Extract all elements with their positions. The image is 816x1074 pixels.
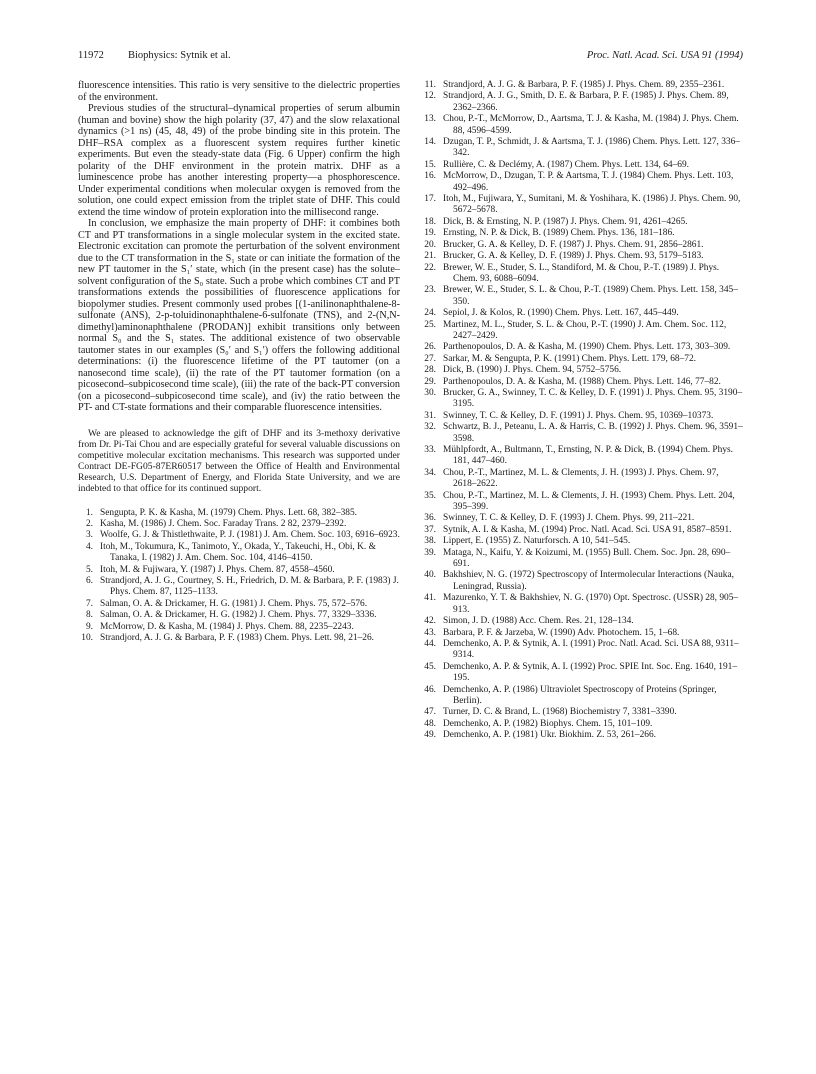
reference-text: Strandjord, A. J. G., Smith, D. E. & Barbara, P. F. (1985) J. Phys. Chem. 89, 2362–2366.: [443, 91, 729, 113]
reference-number: 2.: [85, 518, 93, 529]
journal-citation: Proc. Natl. Acad. Sci. USA 91 (1994): [586, 50, 743, 61]
reference-text: Barbara, P. F. & Jarzeba, W. (1990) Adv. Photochem. 15, 1–68.: [443, 627, 680, 638]
reference-text: Brucker, G. A. & Kelley, D. F. (1989) J. Phys. Chem. 93, 5179–5183.: [443, 251, 704, 262]
reference-text: Turner, D. C. & Brand, L. (1968) Biochemistry 7, 3381–3390.: [443, 707, 677, 718]
reference-item: [78, 508, 400, 519]
reference-item: [421, 342, 743, 353]
reference-number: 16.: [424, 171, 436, 182]
reference-number: 26.: [424, 342, 436, 353]
reference-text: Lippert, E. (1955) Z. Naturforsch. A 10, 541–545.: [443, 536, 631, 547]
reference-item: [421, 251, 743, 262]
reference-text: Demchenko, A. P. (1982) Biophys. Chem. 15, 101–109.: [443, 718, 653, 729]
reference-number: 21.: [424, 251, 436, 262]
reference-item: [78, 542, 400, 565]
reference-item: [78, 599, 400, 610]
reference-item: [421, 217, 743, 228]
reference-number: 9.: [85, 621, 93, 632]
reference-number: 18.: [424, 216, 436, 227]
reference-number: 44.: [424, 638, 436, 649]
reference-number: 5.: [85, 564, 93, 575]
reference-text: Martinez, M. L., Studer, S. L. & Chou, P.-T. (1990) J. Am. Chem. Soc. 112, 2427–2429.: [443, 319, 727, 341]
reference-text: Itoh, M., Tokumura, K., Tanimoto, Y., Okada, Y., Takeuchi, H., Obi, K. & Tanaka, I. (1982) J. Am. Chem. Soc. 104, 4146–4150.: [100, 541, 376, 564]
reference-number: 37.: [424, 524, 436, 535]
reference-item: [421, 685, 743, 708]
reference-text: McMorrow, D. & Kasha, M. (1984) J. Phys. Chem. 88, 2235–2243.: [100, 621, 354, 632]
reference-item: [421, 263, 743, 286]
reference-number: 36.: [424, 513, 436, 524]
reference-number: 15.: [424, 159, 436, 170]
reference-item: [421, 308, 743, 319]
reference-item: [421, 388, 743, 411]
page-header: [78, 50, 743, 66]
reference-number: 6.: [85, 575, 93, 586]
reference-number: 30.: [424, 387, 436, 398]
reference-number: 47.: [424, 707, 436, 718]
reference-item: [78, 610, 400, 621]
reference-item: [421, 445, 743, 468]
reference-text: Brewer, W. E., Studer, S. L. & Chou, P.-T. (1989) Chem. Phys. Lett. 158, 345–350.: [443, 285, 738, 307]
reference-text: Strandjord, A. J. G., Courtney, S. H., Friedrich, D. M. & Barbara, P. F. (1983) J. Phys. Chem. 87, 1125–1133.: [100, 575, 399, 598]
reference-item: [421, 365, 743, 376]
reference-number: 11.: [424, 80, 436, 90]
reference-item: [78, 576, 400, 599]
reference-text: Dick, B. & Ernsting, N. P. (1987) J. Phys. Chem. 91, 4261–4265.: [443, 216, 688, 227]
reference-item: [421, 468, 743, 491]
reference-text: Chou, P.-T., Martinez, M. L. & Clements, J. H. (1993) Chem. Phys. Lett. 204, 395–399.: [443, 490, 735, 513]
left-column: [78, 80, 400, 644]
reference-text: Itoh, M. & Fujiwara, Y. (1987) J. Phys. Chem. 87, 4558–4560.: [100, 564, 335, 575]
body-paragraph-3: In conclusion, we emphasize the main property of DHF: it combines both CT and PT transformations in a single molecular system in the excited state. Electronic excitation can promote the perturbation of the solvent environment due to the CT transformation in the S₁ state or can initiate the formation of the new PT tautomer in the S₁′ state, which (in the present case) has the solute–solvent configuration of the S₀ state. Such a probe which combines CT and PT transformations extends the possibilities of fluorescence applications for biopolymer studies. Present commonly used probes [(1-anilinonaphthalene-8-sulfonate (ANS), 2-p-toluidinonaphthalene-6-sulfonate (TNS), and 2-(N,N-dimethyl)aminonaphthalene (PRODAN)] exhibit transitions only between normal S₀ and the S₁ states. The additional existence of two observable tautomer states in our examples (S₀′ and S₁′) offers the following additional determinations: (i) the fluorescence lifetime of the PT tautomer (on a nanosecond time scale), (ii) the rate of the PT tautomer formation (on a picosecond–subpicosecond time scale), (iii) the rate of the back-PT conversion (on a picosecond–subpicosecond time scale), and (iv) the ratio between the PT- and CT-state formations and their comparable fluorescence intensities.: [78, 218, 400, 413]
reference-number: 35.: [424, 490, 436, 501]
reference-item: [421, 616, 743, 627]
reference-number: 49.: [424, 730, 436, 741]
reference-number: 1.: [85, 507, 93, 518]
reference-number: 28.: [424, 365, 436, 376]
reference-text: Dick, B. (1990) J. Phys. Chem. 94, 5752–5756.: [443, 365, 622, 376]
reference-text: Sepiol, J. & Kolos, R. (1990) Chem. Phys. Lett. 167, 445–449.: [443, 308, 679, 319]
page-number: 11972: [78, 50, 104, 61]
reference-item: [421, 719, 743, 730]
reference-number: 34.: [424, 467, 436, 478]
reference-text: Chou, P.-T., McMorrow, D., Aartsma, T. J. & Kasha, M. (1984) J. Phys. Chem. 88, 4596–4599.: [443, 114, 739, 136]
body-paragraph-2: Previous studies of the structural–dynamical properties of serum albumin (human and bovine) show the high polarity (37, 47) and the slow relaxational dynamics (>1 ns) (45, 48, 49) of the probe binding site in this protein. The DHF–RSA complex as a fluorescent system requires further kinetic experiments. But even the steady-state data (Fig. 6 Upper) confirm the high polarity of the DHF environment in the protein matrix. DHF as a luminescence probe has another interesting property—a phosphorescence. Under experimental conditions when molecular oxygen is removed from the solution, one could expect emission from the triplet state of DHF. This could extend the time window of protein exploration into the millisecond range.: [78, 103, 400, 218]
reference-list-right: [421, 80, 743, 742]
reference-number: 4.: [85, 541, 93, 552]
reference-number: 12.: [424, 91, 436, 102]
reference-item: [421, 525, 743, 536]
reference-item: [78, 519, 400, 530]
reference-number: 10.: [81, 632, 93, 643]
reference-item: [421, 137, 743, 160]
reference-number: 17.: [424, 194, 436, 205]
reference-item: [421, 639, 743, 662]
reference-text: Demchenko, A. P. & Sytnik, A. I. (1992) Proc. SPIE Int. Soc. Eng. 1640, 191–195.: [443, 661, 737, 684]
reference-text: Brewer, W. E., Studer, S. L., Standiford, M. & Chou, P.-T. (1989) J. Phys. Chem. 93, 6088–6094.: [443, 262, 720, 284]
reference-text: Demchenko, A. P. (1981) Ukr. Biokhim. Z. 53, 261–266.: [443, 730, 657, 741]
reference-item: [421, 228, 743, 239]
body-paragraph-1: fluorescence intensities. This ratio is very sensitive to the dielectric properties of the environment.: [78, 80, 400, 103]
reference-text: McMorrow, D., Dzugan, T. P. & Aartsma, T. J. (1984) Chem. Phys. Lett. 103, 492–496.: [443, 171, 734, 193]
reference-list-left: [78, 508, 400, 645]
reference-number: 46.: [424, 684, 436, 695]
reference-text: Parthenopoulos, D. A. & Kasha, M. (1988) Chem. Phys. Lett. 146, 77–82.: [443, 376, 721, 387]
reference-item: [421, 240, 743, 251]
reference-number: 25.: [424, 319, 436, 330]
reference-text: Chou, P.-T., Martinez, M. L. & Clements, J. H. (1993) J. Phys. Chem. 97, 2618–2622.: [443, 467, 719, 490]
reference-number: 48.: [424, 718, 436, 729]
reference-text: Mühlpfordt, A., Bultmann, T., Ernsting, N. P. & Dick, B. (1994) Chem. Phys. 181, 447–460.: [443, 445, 734, 467]
reference-number: 41.: [424, 593, 436, 604]
section-title: Biophysics: Sytnik et al.: [128, 50, 231, 61]
reference-text: Kasha, M. (1986) J. Chem. Soc. Faraday Trans. 2 82, 2379–2392.: [100, 518, 347, 529]
reference-item: [421, 491, 743, 514]
reference-number: 32.: [424, 422, 436, 433]
reference-item: [421, 80, 743, 91]
reference-number: 14.: [424, 137, 436, 148]
reference-text: Sytnik, A. I. & Kasha, M. (1994) Proc. Natl. Acad. Sci. USA 91, 8587–8591.: [443, 524, 732, 535]
reference-text: Strandjord, A. J. G. & Barbara, P. F. (1983) Chem. Phys. Lett. 98, 21–26.: [100, 632, 374, 643]
reference-item: [421, 91, 743, 114]
reference-text: Itoh, M., Fujiwara, Y., Sumitani, M. & Yoshihara, K. (1986) J. Phys. Chem. 90, 5672–5678.: [443, 194, 741, 216]
reference-text: Dzugan, T. P., Schmidt, J. & Aartsma, T. J. (1986) Chem. Phys. Lett. 127, 336–342.: [443, 137, 740, 159]
reference-item: [78, 530, 400, 541]
reference-item: [421, 285, 743, 308]
reference-item: [421, 513, 743, 524]
reference-item: [78, 633, 400, 644]
reference-number: 29.: [424, 376, 436, 387]
reference-text: Rullière, C. & Declémy, A. (1987) Chem. Phys. Lett. 134, 64–69.: [443, 159, 689, 170]
reference-item: [421, 628, 743, 639]
reference-text: Mataga, N., Kaifu, Y. & Koizumi, M. (1955) Bull. Chem. Soc. Jpn. 28, 690–691.: [443, 547, 731, 570]
reference-item: [421, 422, 743, 445]
reference-item: [421, 171, 743, 194]
reference-number: 13.: [424, 114, 436, 125]
acknowledgment: We are pleased to acknowledge the gift of DHF and its 3-methoxy derivative from Dr. Pi-Tai Chou and are especially grateful for several valuable discussions on competitive molecular excitation mechanisms. This research was supported under Contract DE-FG05-87ER60517 between the Office of Health and Environmental Research, U.S. Department of Energy, and Florida State University, and we are indebted to that office for its continued support.: [78, 427, 400, 494]
reference-item: [421, 194, 743, 217]
reference-item: [421, 662, 743, 685]
reference-text: Parthenopoulos, D. A. & Kasha, M. (1990) Chem. Phys. Lett. 173, 303–309.: [443, 342, 731, 353]
reference-number: 45.: [424, 661, 436, 672]
reference-number: 19.: [424, 228, 436, 239]
reference-item: [78, 622, 400, 633]
reference-item: [421, 411, 743, 422]
reference-text: Schwartz, B. J., Peteanu, L. A. & Harris, C. B. (1992) J. Phys. Chem. 96, 3591–3598.: [443, 422, 743, 444]
reference-text: Brucker, G. A. & Kelley, D. F. (1987) J. Phys. Chem. 91, 2856–2861.: [443, 239, 704, 250]
reference-text: Demchenko, A. P. & Sytnik, A. I. (1991) Proc. Natl. Acad. Sci. USA 88, 9311–9314.: [443, 638, 739, 661]
reference-text: Swinney, T. C. & Kelley, D. F. (1991) J. Phys. Chem. 95, 10369–10373.: [443, 410, 714, 421]
reference-item: [421, 707, 743, 718]
reference-item: [421, 548, 743, 571]
reference-number: 31.: [424, 410, 436, 421]
reference-text: Sarkar, M. & Sengupta, P. K. (1991) Chem. Phys. Lett. 179, 68–72.: [443, 353, 696, 364]
reference-text: Demchenko, A. P. (1986) Ultraviolet Spectroscopy of Proteins (Springer, Berlin).: [443, 684, 717, 706]
reference-text: Swinney, T. C. & Kelley, D. F. (1993) J. Chem. Phys. 99, 211–221.: [443, 513, 695, 524]
right-column: [421, 80, 743, 742]
reference-number: 22.: [424, 262, 436, 273]
reference-text: Sengupta, P. K. & Kasha, M. (1979) Chem. Phys. Lett. 68, 382–385.: [100, 507, 358, 518]
reference-number: 38.: [424, 536, 436, 547]
reference-number: 39.: [424, 547, 436, 558]
reference-number: 24.: [424, 308, 436, 319]
reference-item: [421, 114, 743, 137]
reference-item: [421, 570, 743, 593]
reference-item: [421, 536, 743, 547]
reference-text: Brucker, G. A., Swinney, T. C. & Kelley, D. F. (1991) J. Phys. Chem. 95, 3190–3195.: [443, 387, 743, 410]
reference-text: Bakhshiev, N. G. (1972) Spectroscopy of Intermolecular Interactions (Nauka, Leningrad, Russia).: [443, 570, 734, 592]
reference-text: Ernsting, N. P. & Dick, B. (1989) Chem. Phys. 136, 181–186.: [443, 228, 675, 239]
reference-item: [78, 565, 400, 576]
reference-text: Strandjord, A. J. G. & Barbara, P. F. (1985) J. Phys. Chem. 89, 2355–2361.: [443, 80, 725, 90]
reference-item: [421, 377, 743, 388]
reference-item: [421, 320, 743, 343]
reference-text: Woolfe, G. J. & Thistlethwaite, P. J. (1981) J. Am. Chem. Soc. 103, 6916–6923.: [100, 530, 400, 541]
reference-number: 33.: [424, 445, 436, 455]
reference-item: [421, 593, 743, 616]
reference-number: 8.: [85, 610, 93, 621]
reference-number: 7.: [85, 598, 93, 609]
reference-text: Salman, O. A. & Drickamer, H. G. (1982) J. Chem. Phys. 77, 3329–3336.: [100, 610, 377, 621]
reference-text: Mazurenko, Y. T. & Bakhshiev, N. G. (1970) Opt. Spectrosc. (USSR) 28, 905–913.: [443, 593, 739, 615]
reference-number: 40.: [424, 570, 436, 581]
reference-text: Simon, J. D. (1988) Acc. Chem. Res. 21, 128–134.: [443, 616, 634, 627]
reference-number: 42.: [424, 616, 436, 627]
reference-number: 27.: [424, 353, 436, 364]
reference-number: 3.: [85, 530, 93, 541]
reference-item: [421, 160, 743, 171]
reference-number: 43.: [424, 627, 436, 638]
reference-text: Salman, O. A. & Drickamer, H. G. (1981) J. Chem. Phys. 75, 572–576.: [100, 598, 368, 609]
reference-number: 23.: [424, 285, 436, 296]
reference-number: 20.: [424, 239, 436, 250]
reference-item: [421, 730, 743, 741]
reference-item: [421, 354, 743, 365]
